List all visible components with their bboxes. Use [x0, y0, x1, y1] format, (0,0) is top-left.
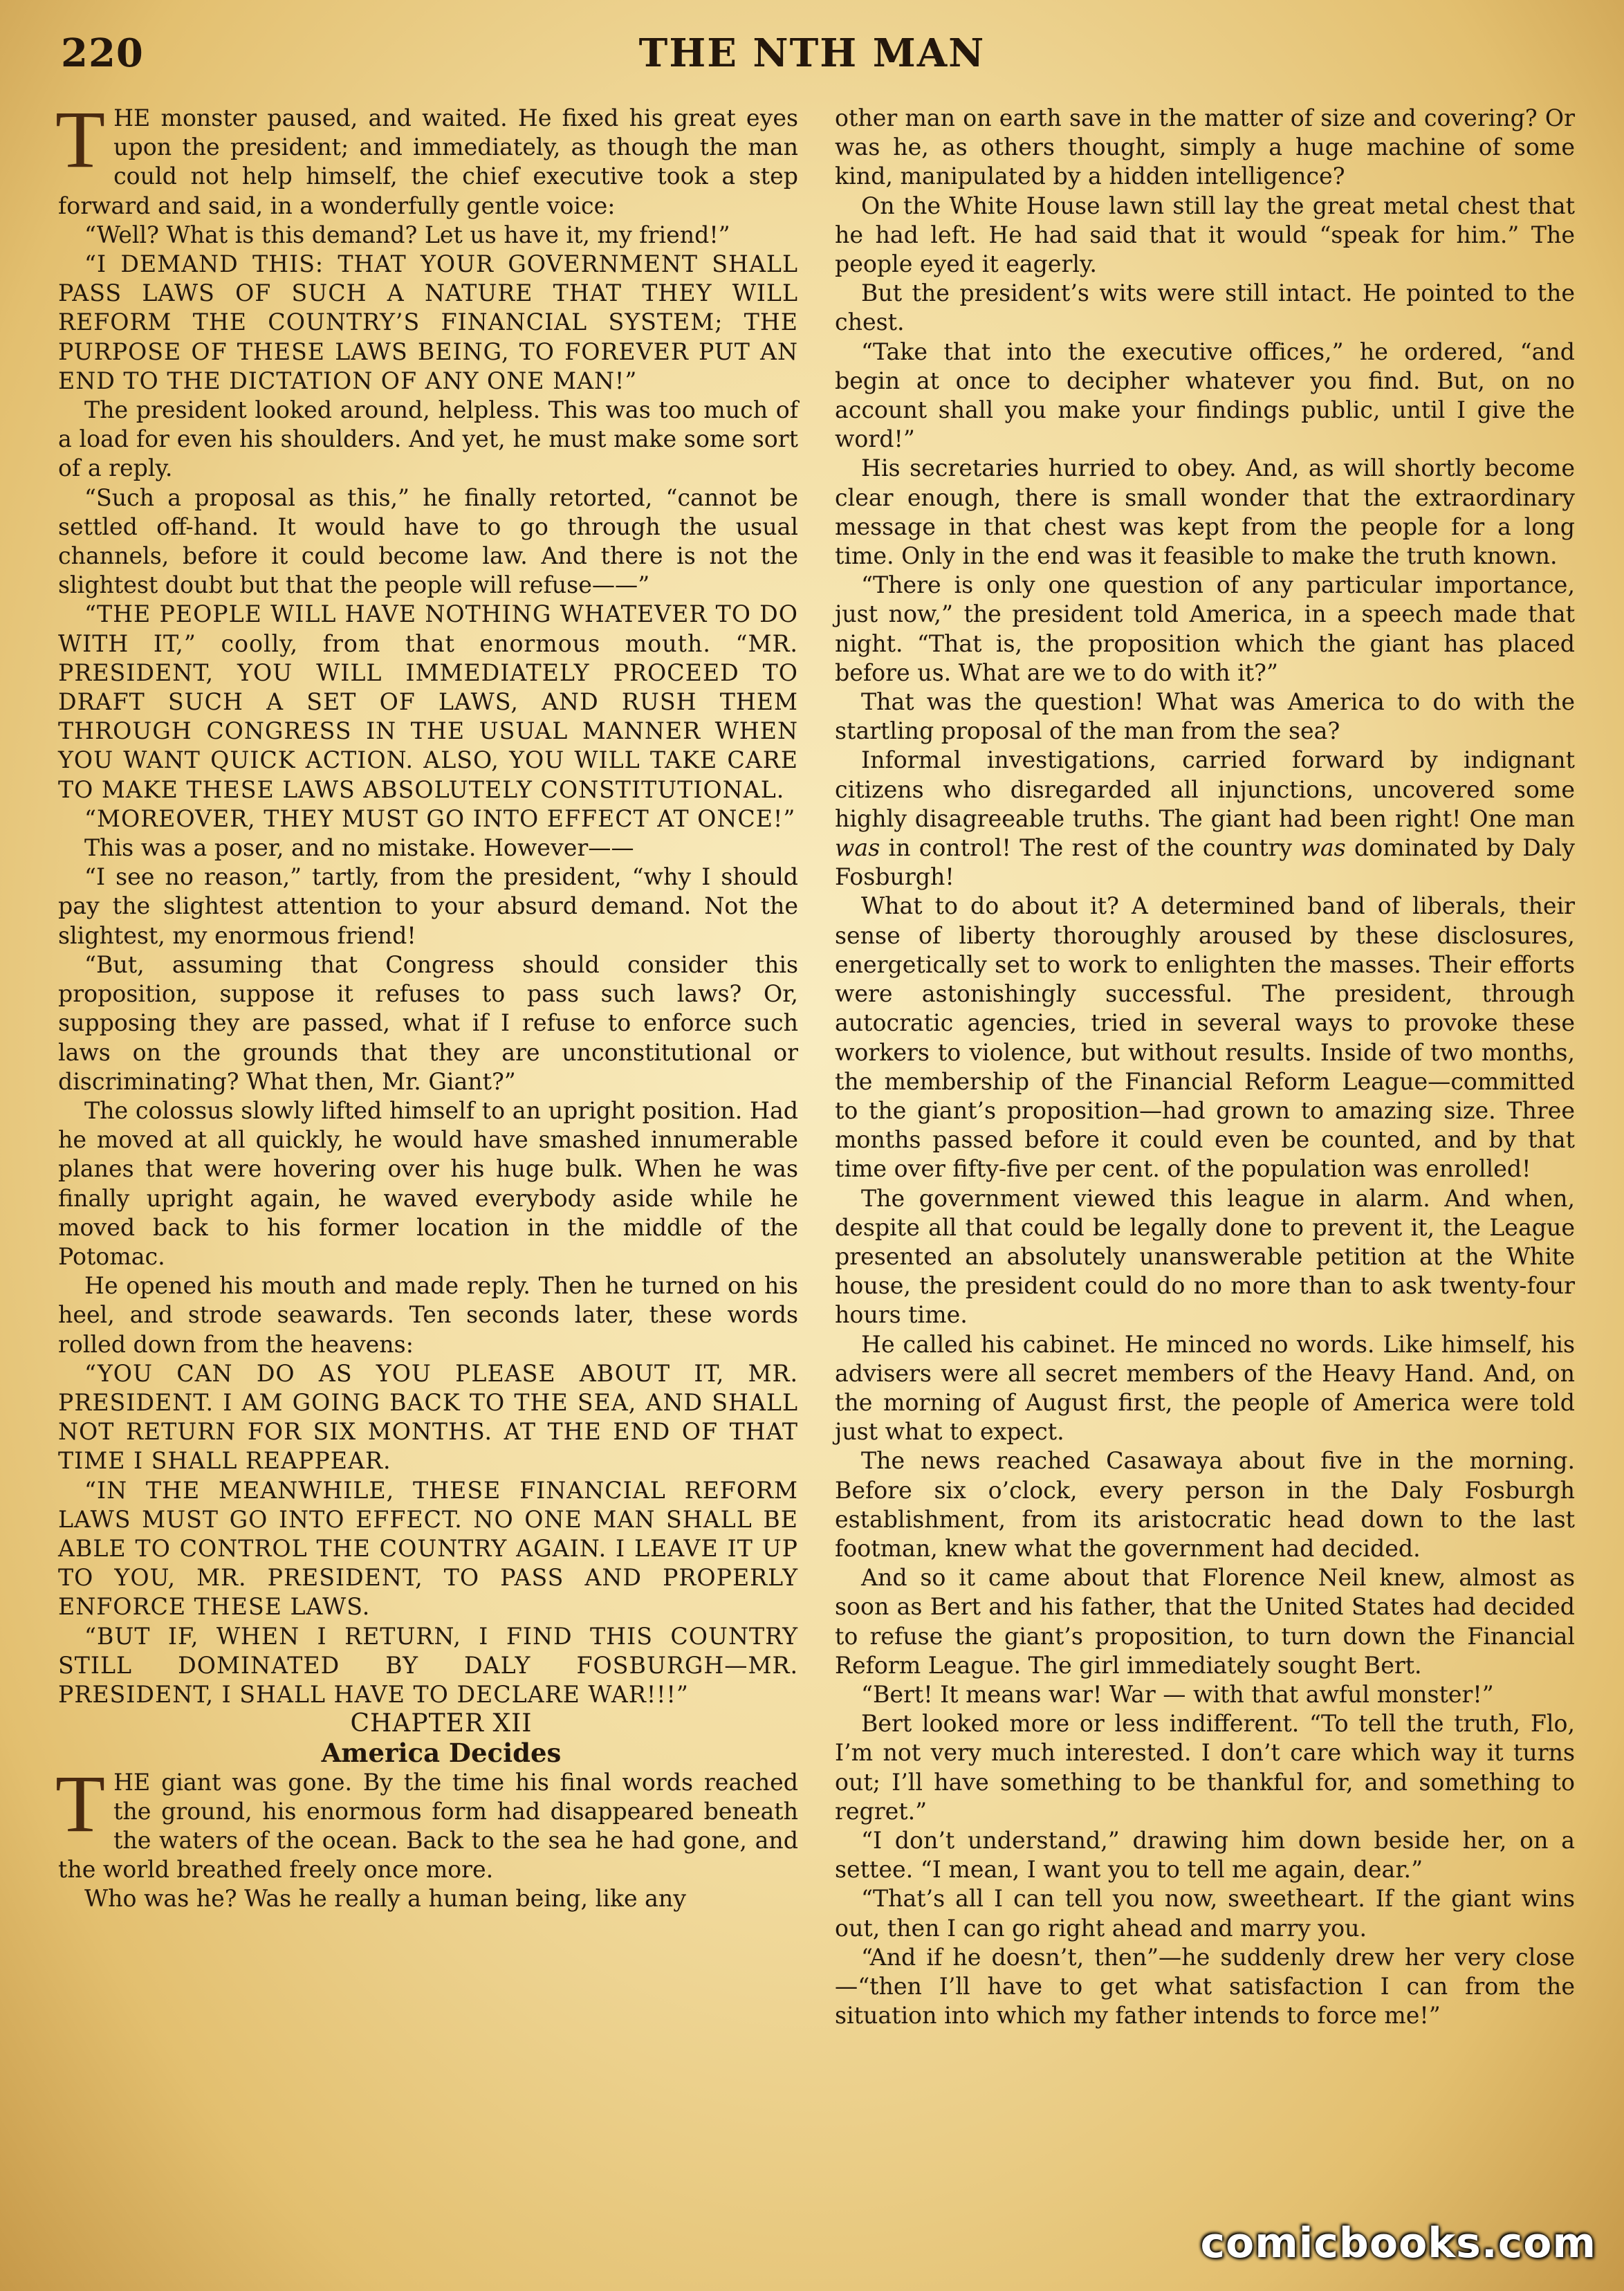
paragraph: other man on earth save in the matter of size and covering? Or was he, as others thought, simply a huge machine of some kind, manipulated by a hidden intelligence?	[835, 104, 1575, 190]
drop-cap: T	[55, 1758, 106, 1849]
paragraph: “Well? What is this demand? Let us have it, my friend!”	[84, 221, 730, 248]
paragraph-text: dominated by Daly Fosburgh!	[835, 834, 1575, 891]
paragraph: Who was he? Was he really a human being, like any	[84, 1885, 687, 1913]
paragraph: “And if he doesn’t, then”—he suddenly drew her very close—“then I’ll have to get what satisfaction I can from the situation into which my father intends to force me!”	[835, 1943, 1575, 2030]
paragraph: “But, assuming that Congress should consider this proposition, suppose it refuses to pass such laws? Or, supposing they are passed, what if I refuse to enforce such laws on the grounds that they are unconstitutional or discriminating? What then, Mr. Giant?”	[58, 950, 798, 1095]
paragraph-text: Informal investigations, carried forward by indignant citizens who disregarded all injunctions, uncovered some highly disagreeable truths. The giant had been right! One man	[835, 746, 1575, 832]
paragraph: The news reached Casawaya about five in the morning. Before six o’clock, every person in the Daly Fosburgh establishment, from its aristocratic head down to the last footman, knew what the government had decided.	[835, 1447, 1575, 1562]
paragraph	[55, 94, 798, 221]
paragraph: That was the question! What was America to do with the startling proposal of the man from the sea?	[835, 688, 1575, 745]
paragraph: “Such a proposal as this,” he finally retorted, “cannot be settled off-hand. It would have to go through the usual channels, before it could become law. And there is not the slightest doubt but that the people will refuse——”	[58, 484, 798, 599]
paragraph-text: in control! The rest of the country	[880, 834, 1301, 862]
paragraph: “YOU CAN DO AS YOU PLEASE ABOUT IT, MR. PRESIDENT. I AM GOING BACK TO THE SEA, AND SHALL NOT RETURN FOR SIX MONTHS. AT THE END OF THAT TIME I SHALL REAPPEAR.	[58, 1359, 798, 1475]
paragraph: “I see no reason,” tartly, from the president, “why I should pay the slightest attention to your absurd demand. Not the slightest, my enormous friend!	[58, 863, 798, 949]
chapter-title: America Decides	[321, 1738, 562, 1769]
paragraph: “BUT IF, WHEN I RETURN, I FIND THIS COUNTRY STILL DOMINATED BY DALY FOSBURGH—MR. PRESIDENT, I SHALL HAVE TO DECLARE WAR!!!”	[58, 1622, 798, 1708]
paragraph: “I DEMAND THIS: THAT YOUR GOVERNMENT SHALL PASS LAWS OF SUCH A NATURE THAT THEY WILL REFORM THE COUNTRY’S FINANCIAL SYSTEM; THE PURPOSE OF THESE LAWS BEING, TO FOREVER PUT AN END TO THE DICTATION OF ANY ONE MAN!”	[58, 250, 798, 394]
paragraph	[55, 1758, 798, 1885]
paragraph: The government viewed this league in alarm. And when, despite all that could be legally done to prevent it, the League presented an absolutely unanswerable petition at the White house, the president could do no more than to ask twenty-four hours time.	[835, 1184, 1575, 1329]
paragraph: His secretaries hurried to obey. And, as will shortly become clear enough, there is small wonder that the extraordinary message in that chest was kept from the people for a long time. Only in the end was it feasible to make the truth known.	[835, 454, 1575, 570]
paragraph: What to do about it? A determined band of liberals, their sense of liberty thoroughly aroused by these disclosures, energetically set to work to enlighten the masses. Their efforts were astonishingly successful. The president, through autocratic agencies, tried in several ways to provoke these workers to violence, but without results. Inside of two months, the membership of the Financial Reform League—committed to the giant’s proposition—had grown to amazing size. Three months passed before it could even be counted, and by that time over fifty-five per cent. of the population was enrolled!	[835, 892, 1575, 1183]
page-number: 220	[61, 30, 144, 76]
page-header	[0, 30, 1624, 79]
paragraph: “Bert! It means war! War — with that awful monster!”	[861, 1680, 1494, 1708]
paragraph: The president looked around, helpless. This was too much of a load for even his shoulders. And yet, he must make some sort of a reply.	[58, 396, 798, 482]
paragraph: The colossus slowly lifted himself to an upright position. Had he moved at all quickly, he would have smashed innumerable planes that were hovering over his huge bulk. When he was finally upright again, he waved everybody aside while he moved back to his former location in the middle of the Potomac.	[58, 1096, 798, 1270]
paragraph: He opened his mouth and made reply. Then he turned on his heel, and strode seawards. Ten seconds later, these words rolled down from the heavens:	[58, 1272, 798, 1358]
chapter-label: CHAPTER XII	[350, 1709, 533, 1738]
paragraph: “There is only one question of any particular importance, just now,” the president told America, in a speech made that night. “That is, the proposition which the giant has placed before us. What are we to do with it?”	[835, 571, 1575, 686]
paragraph: And so it came about that Florence Neil knew, almost as soon as Bert and his father, that the United States had decided to refuse the giant’s proposition, to turn down the Financial Reform League. The girl immediately sought Bert.	[835, 1564, 1575, 1679]
paragraph: “Take that into the executive offices,” he ordered, “and begin at once to decipher whatever you find. But, on no account shall you make your findings public, until I give the word!”	[835, 338, 1575, 453]
paragraph: “I don’t understand,” drawing him down beside her, on a settee. “I mean, I want you to tell me again, dear.”	[835, 1826, 1575, 1884]
paragraph: But the president’s wits were still intact. He pointed to the chest.	[835, 279, 1575, 336]
drop-cap: T	[55, 94, 106, 185]
running-title: THE NTH MAN	[638, 30, 986, 76]
paragraph: Bert looked more or less indifferent. “To tell the truth, Flo, I’m not very much interested. I don’t care which way it turns out; I’ll have something to be thankful for, and something to regret.”	[835, 1710, 1575, 1825]
paragraph: “MOREOVER, THEY MUST GO INTO EFFECT AT ONCE!”	[84, 804, 796, 832]
emphasis: was	[1300, 834, 1346, 862]
left-column	[55, 94, 798, 1914]
paragraph: “IN THE MEANWHILE, THESE FINANCIAL REFORM LAWS MUST GO INTO EFFECT. NO ONE MAN SHALL BE ABLE TO CONTROL THE COUNTRY AGAIN. I LEAVE IT UP TO YOU, MR. PRESIDENT, TO PASS AND PROPERLY ENFORCE THESE LAWS.	[58, 1476, 798, 1621]
right-column	[835, 104, 1575, 2030]
paragraph: On the White House lawn still lay the great metal chest that he had left. He had said that it would “speak for him.” The people eyed it eagerly.	[835, 192, 1575, 278]
paragraph: This was a poser, and no mistake. However——	[84, 834, 634, 862]
paragraph-text: HE giant was gone. By the time his final words reached the ground, his enormous form had disappeared beneath the waters of the ocean. Back to the sea he had gone, and the world breathed freely once more.	[58, 1768, 798, 1884]
paragraph-text: HE monster paused, and waited. He fixed his great eyes upon the president; and immediately, as though the man could not help himself, the chief executive took a step forward and said, in a wonderfully gentle voice:	[58, 104, 798, 219]
watermark: comicbooks.com	[1200, 2219, 1596, 2267]
paragraph	[835, 746, 1575, 892]
paragraph: “That’s all I can tell you now, sweetheart. If the giant wins out, then I can go right ahead and marry you.	[835, 1885, 1575, 1942]
paragraph: “THE PEOPLE WILL HAVE NOTHING WHATEVER TO DO WITH IT,” coolly, from that enormous mouth. “MR. PRESIDENT, YOU WILL IMMEDIATELY PROCEED TO DRAFT SUCH A SET OF LAWS, AND RUSH THEM THROUGH CONGRESS IN THE USUAL MANNER WHEN YOU WANT QUICK ACTION. ALSO, YOU WILL TAKE CARE TO MAKE THESE LAWS ABSOLUTELY CONSTITUTIONAL.	[58, 600, 798, 803]
emphasis: was	[835, 834, 880, 862]
paragraph: He called his cabinet. He minced no words. Like himself, his advisers were all secret members of the Heavy Hand. And, on the morning of August first, the people of America were told just what to expect.	[835, 1330, 1575, 1446]
